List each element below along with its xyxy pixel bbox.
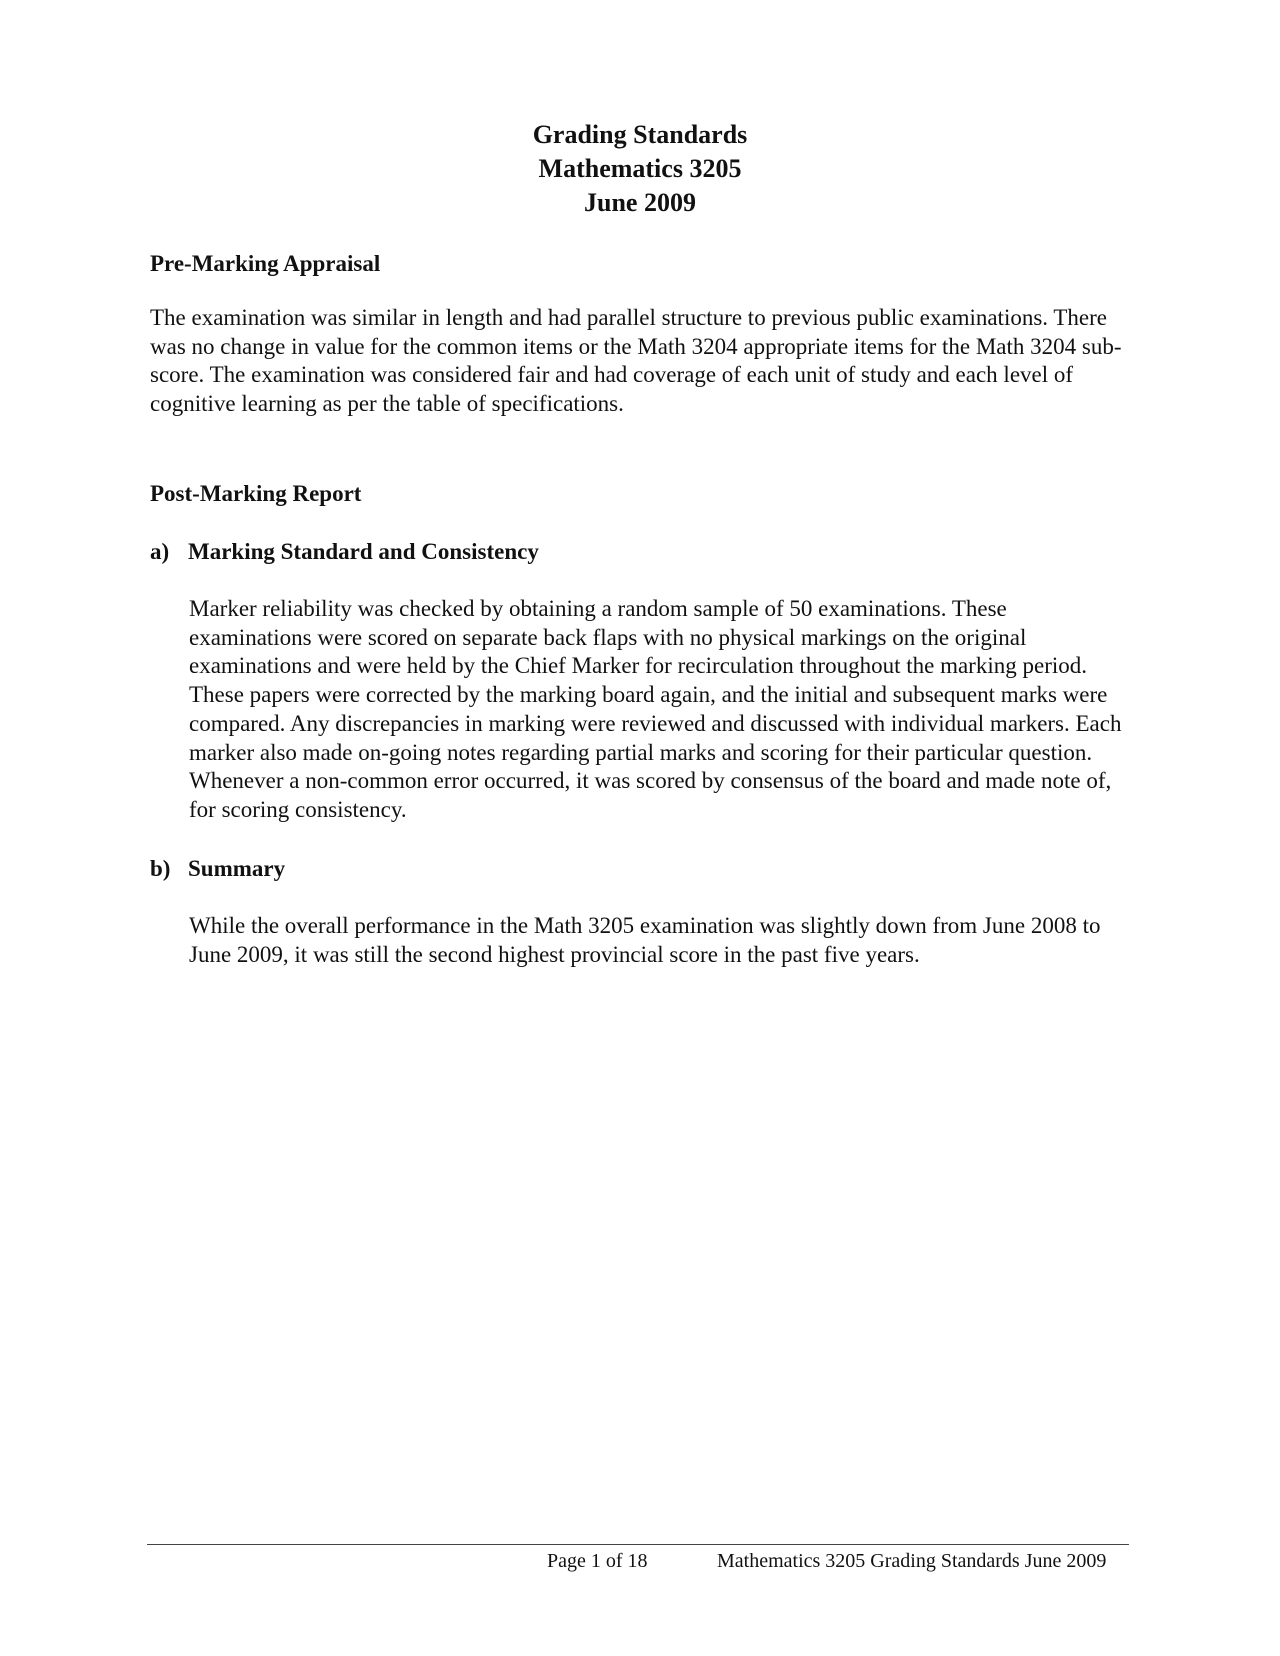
section-b-paragraph: While the overall performance in the Math 3205 examination was slightly down from June 2008 to June 2009, it was still the second highest provincial score in the past five years.	[189, 913, 1101, 967]
post-marking-heading: Post-Marking Report	[150, 481, 362, 506]
section-a-letter: a)	[150, 539, 170, 564]
pre-marking-paragraph: The examination was similar in length and had parallel structure to previous public examinations. There was no change in value for the common items or the Math 3204 appropriate items for the Math 3204 sub-score. The examination was considered fair and had coverage of each unit of study and each level of cognitive learning as per the table of specifications.	[150, 305, 1122, 417]
section-b-heading	[150, 855, 285, 883]
footer-document-title: Mathematics 3205 Grading Standards June 2009	[717, 1550, 1107, 1572]
pre-marking-heading: Pre-Marking Appraisal	[150, 251, 381, 276]
title-line-2: Mathematics 3205	[538, 154, 742, 183]
footer-divider	[147, 1544, 1129, 1545]
section-a-title: Marking Standard and Consistency	[188, 539, 539, 564]
title-line-1: Grading Standards	[532, 120, 748, 149]
title-line-3: June 2009	[584, 188, 696, 217]
section-b-letter: b)	[150, 856, 171, 881]
section-a-heading	[150, 538, 539, 566]
document-title	[0, 118, 1280, 220]
section-b-title: Summary	[188, 856, 286, 881]
section-a-paragraph: Marker reliability was checked by obtaining a random sample of 50 examinations. These examinations were scored on separate back flaps with no physical markings on the original examinations and were held by the Chief Marker for recirculation throughout the marking period. These papers were corrected by the marking board again, and the initial and subsequent marks were compared. Any discrepancies in marking were reviewed and discussed with individual markers. Each marker also made on-going notes regarding partial marks and scoring for their particular question. Whenever a non-common error occurred, it was scored by consensus of the board and made note of, for scoring consistency.	[189, 596, 1122, 822]
footer-page-number: Page 1 of 18	[547, 1550, 648, 1572]
